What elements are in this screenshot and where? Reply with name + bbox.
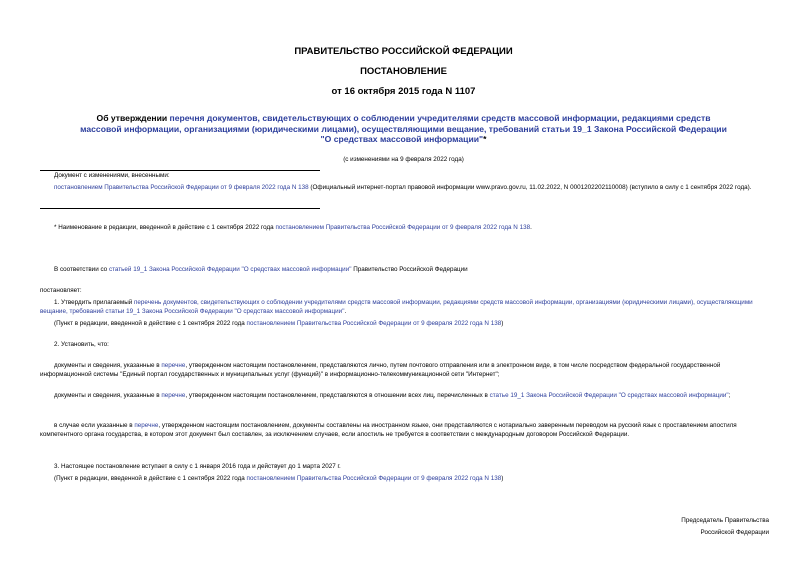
footnote: * Наименование в редакции, введенной в действие с 1 сентября 2022 года постановлением Правительства Российской Федерации от 9 февраля 2022 года N 138. bbox=[54, 224, 532, 231]
divider-bottom bbox=[40, 208, 320, 209]
paragraph-2a: документы и сведения, указанные в перечне, утвержденном настоящим постановлением, представляются лично, путем почтового отправления или в электронном виде, в том числе посредством федеральной государственной информационной системы "Единый портал государственных и муниципальных услуг (функций)" в информационно-телекоммуникационной сети "Интернет"; bbox=[40, 362, 721, 378]
preamble: В соответствии со статьей 19_1 Закона Российской Федерации "О средствах массовой информации" Правительство Российской Федерации bbox=[54, 266, 468, 273]
preamble-link[interactable]: статьей 19_1 Закона Российской Федерации "О средствах массовой информации" bbox=[108, 266, 352, 273]
paragraph-2b: документы и сведения, указанные в перечне, утвержденном настоящим постановлением, представляются в отношении всех лиц, перечисленных в статье 19_1 Закона Российской Федерации "О средствах массовой информации"; bbox=[54, 392, 731, 399]
paragraph-2c: в случае если указанные в перечне, утвержденном настоящим постановлением, документы составлены на иностранном языке, они представляются с нотариально заверенным переводом на русский язык с проставлением апостиля компетентного органа государства, в котором этот документ был составлен, за исключением случаев, если апостиль не требуется в соответствии с международным договором Российской Федерации. bbox=[40, 422, 737, 438]
divider-top bbox=[40, 170, 320, 171]
signature-title: Председатель Правительства bbox=[681, 517, 769, 524]
decrees-label: постановляет: bbox=[40, 287, 82, 294]
changes-link[interactable]: постановлением Правительства Российской Федерации от 9 февраля 2022 года N 138 bbox=[54, 184, 309, 191]
paragraph-1-note-link[interactable]: постановлением Правительства Российской Федерации от 9 февраля 2022 года N 138 bbox=[246, 320, 502, 327]
paragraph-2c-link[interactable]: перечне bbox=[134, 422, 159, 429]
footnote-link[interactable]: постановлением Правительства Российской Федерации от 9 февраля 2022 года N 138 bbox=[275, 224, 531, 231]
government-heading: ПРАВИТЕЛЬСТВО РОССИЙСКОЙ ФЕДЕРАЦИИ bbox=[294, 46, 513, 57]
document-title bbox=[80, 113, 727, 145]
paragraph-2-head: 2. Установить, что: bbox=[54, 341, 109, 348]
changes-block bbox=[40, 184, 768, 193]
paragraph-1-link[interactable]: перечень документов, свидетельствующих о соблюдении учредителями средств массовой информации, редакциями средств массовой информации, организациями (юридическими лицами), осуществляющими вещание, требований статьи 19_1 Закона Российской Федерации "О средствах массовой информации" bbox=[40, 299, 753, 315]
title-suffix: * bbox=[483, 134, 487, 144]
title-link[interactable]: перечня документов, свидетельствующих о соблюдении учредителями средств массовой информации, редакциями средств массовой информации, организациями (юридическими лицами), осуществляющими вещание, требований статьи 19_1 Закона Российской Федерации "О средствах массовой информации" bbox=[80, 113, 727, 144]
paragraph-3: 3. Настоящее постановление вступает в силу с 1 января 2016 года и действует до 1 марта 2027 г. bbox=[54, 463, 341, 470]
paragraph-2a-link[interactable]: перечне bbox=[161, 362, 186, 369]
footnote-text: * Наименование в редакции, введенной в действие с 1 сентября 2022 года bbox=[54, 224, 276, 231]
document-date: от 16 октября 2015 года N 1107 bbox=[331, 86, 476, 97]
document-type: ПОСТАНОВЛЕНИЕ bbox=[360, 66, 447, 77]
changes-text: (Официальный интернет-портал правовой информации www.pravo.gov.ru, 11.02.2022, N 0001202202110008) (вступило в силу с 1 сентября 2022 года). bbox=[308, 184, 752, 191]
title-prefix: Об утверждении bbox=[96, 113, 170, 123]
changes-note: (с изменениями на 9 февраля 2022 года) bbox=[343, 156, 464, 163]
paragraph-2b-link[interactable]: перечне bbox=[161, 392, 186, 399]
paragraph-3-note-link[interactable]: постановлением Правительства Российской Федерации от 9 февраля 2022 года N 138 bbox=[246, 475, 502, 482]
changes-intro: Документ с изменениями, внесенными: bbox=[54, 172, 170, 179]
paragraph-1: 1. Утвердить прилагаемый перечень документов, свидетельствующих о соблюдении учредителями средств массовой информации, редакциями средств массовой информации, организациями (юридическими лицами), осуществляющими вещание, требований статьи 19_1 Закона Российской Федерации "О средствах массовой информации". bbox=[40, 299, 753, 315]
signature-organization: Российской Федерации bbox=[700, 529, 769, 536]
paragraph-3-note: (Пункт в редакции, введенной в действие с 1 сентября 2022 года постановлением Правительства Российской Федерации от 9 февраля 2022 года N 138) bbox=[54, 475, 504, 482]
paragraph-2b-law-link[interactable]: статье 19_1 Закона Российской Федерации "О средствах массовой информации" bbox=[489, 392, 729, 399]
paragraph-1-note: (Пункт в редакции, введенной в действие с 1 сентября 2022 года постановлением Правительства Российской Федерации от 9 февраля 2022 года N 138) bbox=[54, 320, 504, 327]
